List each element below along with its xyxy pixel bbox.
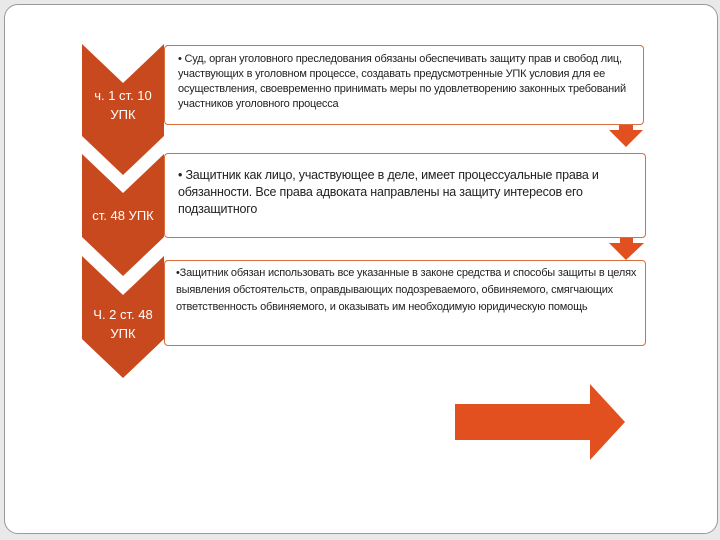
- step-3-label-line2: УПК: [110, 326, 136, 341]
- step-1-label: [82, 86, 164, 124]
- step-2-text: • Защитник как лицо, участвующее в деле, имеет процессуальные права и обязанности. Все права адвоката направлены на защиту интересов его подзащитного: [178, 168, 599, 216]
- step-1-label-line1: ч. 1 ст. 10: [94, 88, 152, 103]
- right-arrow: [455, 384, 625, 460]
- step-2-label-line1: ст. 48 УПК: [92, 208, 154, 223]
- down-arrow-2: [609, 235, 644, 260]
- step-1-text: • Суд, орган уголовного преследования обязаны обеспечивать защиту прав и свобод лиц, участвующих в уголовном процессе, создавать предусмотренные УПК условия для ее осуществления, своевременно принимать меры по удовлетворению законных требований участников уголовного процесса: [178, 53, 626, 110]
- step-3-label: [82, 305, 164, 343]
- step-3-text: •Защитник обязан использовать все указанные в законе средства и способы защиты в целях выявления обстоятельств, оправдывающих подозреваемого, обвиняемого, смягчающих ответственность обвиняемого, и оказывать им необходимую юридическую помощь: [176, 267, 637, 313]
- step-1-label-line2: УПК: [110, 107, 136, 122]
- step-3-label-line1: Ч. 2 ст. 48: [93, 307, 153, 322]
- step-2-label: [82, 206, 164, 225]
